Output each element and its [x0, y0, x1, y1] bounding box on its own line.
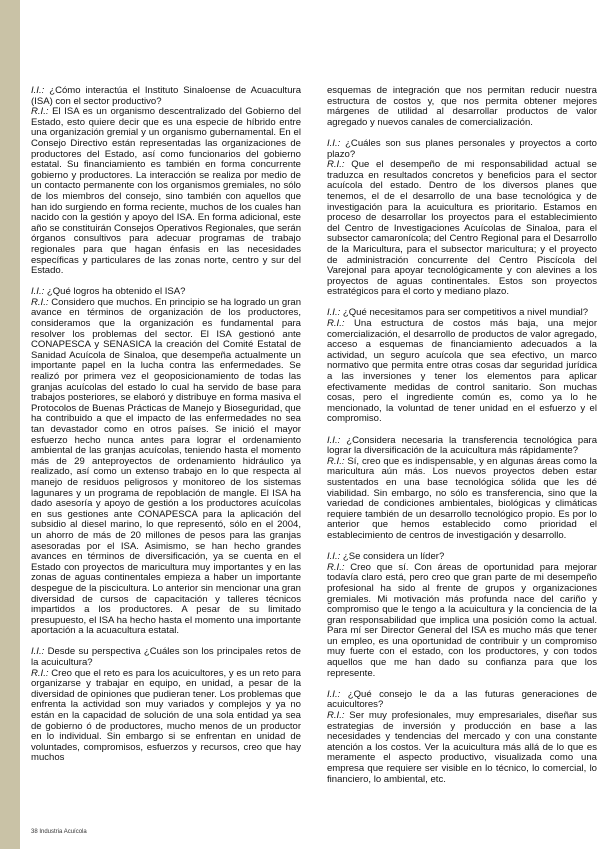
interview-block: [327, 690, 597, 785]
respondent-abbr: R.I.:: [327, 561, 345, 573]
answer-text: El ISA es un organismo descentralizado del Gobierno del Estado, esto quiere decir que es una especie de híbrido entre una organización gremial y un organismo gubernamental. En el Consejo Directivo están representadas las organizaciones de productores del Estado, así como funcionarios del gobierno estatal. Su financiamiento es también en forma concurrente gobierno y productores. La interacción se realiza por medio de un contacto permanente con los organismos gremiales, no sólo de los miembros del consejo, sino también con aquellos que han ido surgiendo en forma reciente, muchos de los cuales han nacido con la gestión y apoyo del ISA. En forma adicional, este año se constituirán Consejos Operativos Regionales, que serán órganos consultivos para adecuar programas de trabajo regionales para que hagan énfasis en las necesidades específicas y particulares de las zonas norte, centro y sur del Estado.: [31, 106, 301, 277]
interviewer-abbr: I.I.:: [327, 137, 341, 149]
interviewer-abbr: I.I.:: [31, 646, 45, 658]
answer: [31, 669, 301, 764]
answer-text: Que el desempeño de mi responsabilidad actual se traduzca en resultados concretos y beneficios para el sector acuícola del estado. Dentro de los diversos planes que tenemos, el de el desarrollo de una base tecnológica y de investigación para la acuicultura es prioritario. Estamos en proceso de desarrollar los proyectos para el establecimiento del Centro de Investigaciones Acuícolas de Sinaloa, para el subsector camaronícola; del Centro Regional para el Desarrollo de la Maricultura, para el subsector maricultura; y el proyecto de administración concurrente del Centro Piscícola del Varejonal para apoyar tecnológicamente y con alevines a los proyectos de aguas continentales. Estos son proyectos estratégicos para el corto y mediano plazo.: [327, 159, 597, 298]
question-text: Desde su perspectiva ¿Cuáles son los principales retos de la acuicultura?: [31, 646, 301, 669]
question: [31, 647, 301, 668]
interviewer-abbr: I.I.:: [31, 286, 45, 298]
answer: [31, 107, 301, 277]
interviewer-abbr: I.I.:: [31, 85, 45, 96]
answer-text: Creo que sí. Con áreas de oportunidad para mejorar todavía claro está, pero creo que gran parte de mi desempeño profesional ha sido al frente de grupos y organizaciones gremiales. Mi motivación más profunda nace del cariño y compromiso que le tengo a la acuicultura y la conciencia de la gran responsabilidad que implica una posición como la actual. Para mí ser Director General del ISA es mucho más que tener un empleo, es una oportunidad de contribuir y un compromiso muy fuerte con el estado, con los productores, y con todos aquellos que me han dado su confianza para que los represente.: [327, 561, 597, 679]
question-text: ¿Considera necesaria la transferencia tecnológica para lograr la diversificación de la acuicultura más rápidamente?: [327, 434, 598, 457]
interviewer-abbr: I.I.:: [327, 551, 341, 563]
answer: [31, 298, 301, 637]
question-text: ¿Cuáles son sus planes personales y proyectos a corto plazo?: [327, 137, 597, 160]
question-text: ¿Qué logros ha obtenido el ISA?: [46, 286, 186, 298]
continuation-paragraph: [327, 86, 597, 128]
question-text: ¿Cómo interactúa el Instituto Sinaloense de Acuacultura (ISA) con el sector productivo?: [31, 85, 302, 107]
answer-text: Creo que el reto es para los acuicultores, y es un reto para organizarse y trabajar en equipo, en unidad, a pesar de la diversidad de opiniones que pudieran tener. Los problemas que enfrenta la actividad son muy variados y complejos y ya no están en la capacidad de solución de una sola entidad ya sea de gobierno ó de productores, mucho menos de un productor en lo individual. Sin embargo si se enfrentan en unidad de voluntades, compromisos, esfuerzos y recursos, creo que hay muchos: [31, 667, 301, 764]
page-footer: 38 Industria Acuícola: [31, 829, 87, 835]
interviewer-abbr: I.I.:: [327, 307, 341, 319]
answer-text: Sí, creo que es indispensable, y en algunas áreas como la maricultura aún más. Los nuevos proyectos deben estar sustentados en una base tecnológica sólida que les dé viabilidad. Sin embargo, no sólo es transferencia, sino que la variedad de condiciones ambientales, biológicas y climáticas requiere también de un desarrollo tecnológico propio. Es por lo anterior que hemos establecido como prioridad el establecimiento de centros de investigación y desarrollo.: [327, 455, 598, 541]
answer-text: Considero que muchos. En principio se ha logrado un gran avance en términos de organización de los productores, consideramos que la organización es fundamental para resolver los problemas del sector. El ISA gestionó ante CONAPESCA y SENASICA la creación del Comité Estatal de Sanidad Acuícola de Sinaloa, que desempeña actualmente un importante papel en la lucha contra las enfermedades. Se realizó por primera vez el geoposicionamiento de todas las granjas acuícolas del estado lo cual ha servido de base para trabajos posteriores, se elaboró y distribuye en forma masiva el Protocolos de Buenas Prácticas de Manejo y Bioseguridad, que ha contribuido a que el impacto de las enfermedades no sea tan devastador como en otros países. Se inició el mayor esfuerzo hecho nunca antes para lograr el ordenamiento ambiental de las granjas acuícolas, teniendo hasta el momento más de 29 anteproyectos de ordenamiento hidráulico ya realizado, así como un extenso trabajo en lo que respecta al manejo de residuos peligrosos y monitoreo de los sistemas lagunares y un programa de repoblación de mangle. El ISA ha dado asesoría y apoyo de gestión a los productores acuícolas en sus gestiones ante CONAPESCA para la aplicación del subsidio al diesel marino, lo que representó, sólo en el 2004, un ahorro de más de 20 millones de pesos para las granjas asesoradas por el ISA. Asimismo, se han hecho grandes avances en términos de diversificación, ya se cuenta en el Estado con proyectos de maricultura muy importantes y en las zonas de aguas continentales empieza a haber un importante despegue de la piscicultura. Lo anterior sin mencionar una gran diversidad de cursos de capacitación y talleres técnicos impartidos a los productores. A pesar de su limitado presupuesto, el ISA ha hecho hasta el momento una importante aportación a la acuacultura estatal.: [31, 296, 301, 637]
right-column: [327, 86, 597, 796]
interviewer-abbr: I.I.:: [327, 434, 341, 446]
respondent-abbr: R.I.:: [327, 318, 345, 330]
respondent-abbr: R.I.:: [31, 106, 49, 118]
decorative-side-band: [0, 0, 20, 849]
question: [327, 690, 597, 711]
question: [327, 139, 597, 160]
interview-block: [31, 86, 301, 277]
respondent-abbr: R.I.:: [327, 710, 345, 722]
continuation-text: esquemas de integración que nos permitan reducir nuestra estructura de costos y, que nos permita obtener mejores márgenes de utilidad al desarrollar productos de valor agregado y nuevos canales de comercialización.: [327, 85, 597, 128]
respondent-abbr: R.I.:: [31, 667, 49, 679]
left-column: [31, 86, 301, 775]
answer: [327, 457, 597, 542]
answer-text: Una estructura de costos más baja, una mejor comercialización, el desarrollo de productos de valor agregado, acceso a esquemas de financiamiento adecuados a la actividad, un seguro acuícola que sea efectivo, un marco normativo que permita entre otras cosas dar seguridad jurídica a las inversiones y tener los elementos para aplicar efectivamente medidas de control sanitario. Son muchas cosas, pero el ingrediente común es, como ya lo he mencionado, la voluntad de tener unidad en el esfuerzo y el compromiso.: [327, 318, 598, 425]
respondent-abbr: R.I.:: [31, 296, 49, 308]
interview-block: [31, 287, 301, 637]
interview-block: [327, 139, 597, 298]
respondent-abbr: R.I.:: [327, 455, 345, 467]
interview-block: [31, 647, 301, 764]
answer: [327, 319, 597, 425]
interview-block: [327, 436, 597, 542]
interview-block: [327, 552, 597, 679]
question-text: ¿Se considera un líder?: [342, 551, 445, 563]
question-text: ¿Qué necesitamos para ser competitivos a nivel mundial?: [342, 307, 589, 319]
answer: [327, 563, 597, 680]
interview-block: [327, 308, 597, 425]
answer-text: Ser muy profesionales, muy empresariales, diseñar sus estrategias de inversión y producción en base a las necesidades y tendencias del mercado y con una constante atención a los costos. Ver la acuicultura más allá de lo que es meramente el aspecto productivo, visualizada como una empresa que requiere ser visible en lo técnico, lo comercial, lo financiero, lo ambiental, etc.: [327, 710, 597, 785]
question-text: ¿Qué consejo le da a las futuras generaciones de acuicultores?: [327, 688, 597, 711]
question: [31, 86, 301, 107]
question: [327, 436, 597, 457]
answer: [327, 160, 597, 298]
interviewer-abbr: I.I.:: [327, 688, 341, 700]
respondent-abbr: R.I.:: [327, 159, 345, 171]
answer: [327, 711, 597, 785]
